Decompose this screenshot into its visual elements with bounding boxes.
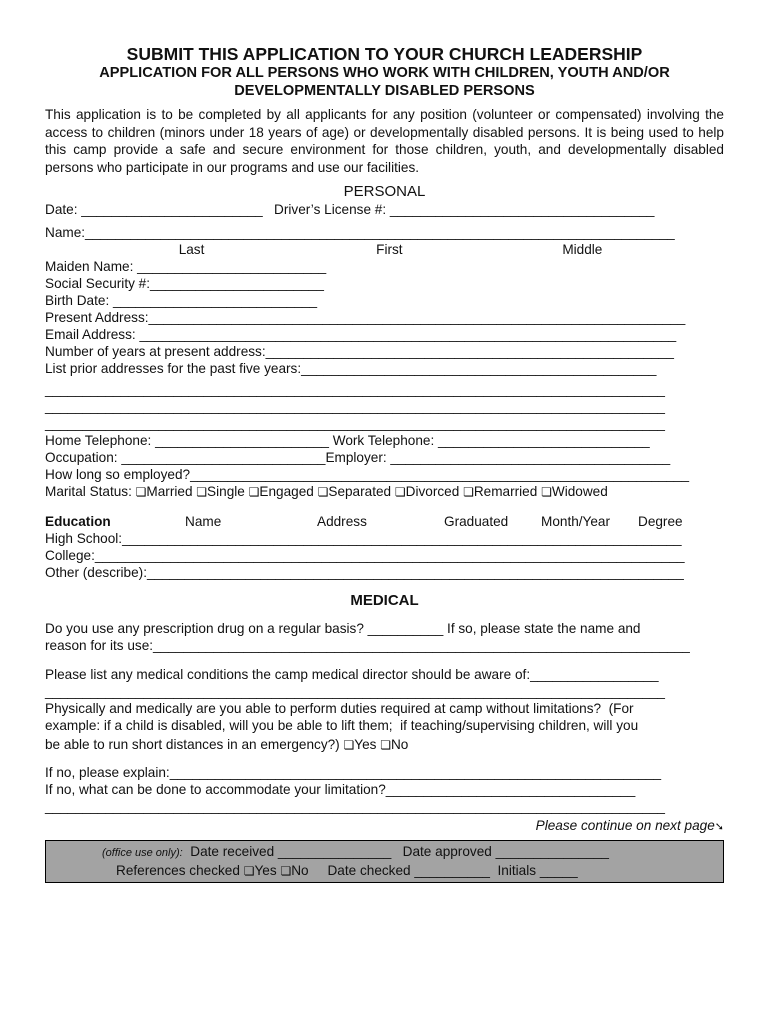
checkbox-engaged-icon[interactable]: ❏ (248, 485, 260, 499)
form-title: SUBMIT THIS APPLICATION TO YOUR CHURCH LEADERSHIP (126, 44, 643, 64)
marital-status-row (45, 483, 724, 501)
medical-conditions-line[interactable]: Please list any medical conditions the camp medical director should be aware of:_________________ (45, 667, 659, 682)
other-education-line[interactable]: Other (describe):_______________________________________________________________________ (45, 565, 684, 580)
checkbox-married-icon[interactable]: ❏ (135, 485, 147, 499)
separated-label: Separated (328, 484, 392, 499)
edu-col-address: Address (317, 514, 367, 529)
checkbox-references-yes-icon[interactable]: ❏ (243, 864, 255, 878)
checkbox-widowed-icon[interactable]: ❏ (541, 485, 552, 499)
continue-note: Please continue on next page➘ (535, 818, 724, 833)
office-use-box (45, 840, 724, 883)
checkbox-physical-no-icon[interactable]: ❏ (380, 738, 391, 752)
office-use-label: (office use only): (102, 847, 183, 859)
checkbox-physical-yes-icon[interactable]: ❏ (343, 738, 355, 752)
edu-col-degree: Degree (638, 514, 683, 529)
physical-ability-line-1: Physically and medically are you able to perform duties required at camp without limitations? (For (45, 701, 634, 716)
prior-addresses-blank-2[interactable]: __________________________________________________________________________________ (45, 399, 665, 414)
prescription-line-2[interactable]: reason for its use:_______________________________________________________________________ (45, 638, 690, 653)
office-row-2 (46, 862, 723, 880)
arrow-down-right-icon: ➘ (714, 821, 724, 833)
date-license-line[interactable]: Date: ________________________ Driver’s License #: ___________________________________ (45, 202, 655, 217)
name-first-label: First (376, 242, 403, 257)
present-address-line[interactable]: Present Address:_______________________________________________________________________ (45, 310, 686, 325)
office-row-1 (46, 843, 723, 862)
education-heading: Education (45, 514, 111, 529)
date-checked-initials-text: Date checked __________ Initials _____ (308, 863, 578, 878)
telephone-line[interactable]: Home Telephone: _______________________ Work Telephone: ____________________________ (45, 433, 650, 448)
edu-col-month-year: Month/Year (541, 514, 611, 529)
email-address-line[interactable]: Email Address: _______________________________________________________________________ (45, 327, 677, 342)
college-line[interactable]: College:______________________________________________________________________________ (45, 548, 685, 563)
explain-line[interactable]: If no, please explain:_________________________________________________________________ (45, 765, 662, 780)
references-checked-label: References checked (116, 863, 244, 878)
office-dates-text: Date received _______________ Date approved _______________ (182, 844, 609, 859)
physical-ability-line-2: example: if a child is disabled, will you be able to lift them; if teaching/supervising children, will you (45, 718, 639, 733)
personal-heading: PERSONAL (343, 183, 426, 200)
name-middle-label: Middle (562, 242, 603, 257)
prior-addresses-line[interactable]: List prior addresses for the past five years:_______________________________________________ (45, 361, 657, 376)
name-parts-row (45, 241, 724, 258)
checkbox-remarried-icon[interactable]: ❏ (463, 485, 474, 499)
high-school-line[interactable]: High School:__________________________________________________________________________ (45, 531, 682, 546)
divorced-label: Divorced (405, 484, 460, 499)
name-line[interactable]: Name:______________________________________________________________________________ (45, 225, 675, 240)
checkbox-references-no-icon[interactable]: ❏ (280, 864, 292, 878)
how-long-employed-line[interactable]: How long so employed?__________________________________________________________________ (45, 467, 690, 482)
intro-paragraph: This application is to be completed by all applicants for any position (volunteer or compensated) involving the access to children (minors under 18 years of age) or developmentally disabled persons. It is being used to help this camp provide a safe and secure environment for those children, youth, and developmentally disabled persons who participate in our programs and use our facilities. (45, 107, 724, 175)
checkbox-divorced-icon[interactable]: ❏ (394, 485, 406, 499)
single-label: Single (207, 484, 245, 499)
maiden-name-line[interactable]: Maiden Name: _________________________ (45, 259, 327, 274)
edu-col-name: Name (185, 514, 222, 529)
medical-heading: MEDICAL (350, 592, 419, 609)
widowed-label: Widowed (551, 484, 608, 499)
checkbox-single-icon[interactable]: ❏ (196, 485, 208, 499)
form-subtitle-line-1: APPLICATION FOR ALL PERSONS WHO WORK WITH CHILDREN, YOUTH AND/OR (99, 65, 670, 81)
physical-no-label: No (390, 737, 409, 752)
accommodate-blank[interactable]: __________________________________________________________________________________ (45, 799, 665, 814)
medical-conditions-blank[interactable]: __________________________________________________________________________________ (45, 684, 665, 699)
years-at-address-line[interactable]: Number of years at present address:______________________________________________________ (45, 344, 674, 359)
occupation-employer-line[interactable]: Occupation: ___________________________Employer: _____________________________________ (45, 450, 671, 465)
physical-ability-line-3: be able to run short distances in an emergency?) ❏Yes ❏No (45, 737, 409, 752)
engaged-label: Engaged (259, 484, 314, 499)
birth-date-line[interactable]: Birth Date: ___________________________ (45, 293, 318, 308)
social-security-line[interactable]: Social Security #:_______________________ (45, 276, 324, 291)
checkbox-separated-icon[interactable]: ❏ (317, 485, 329, 499)
prior-addresses-blank-3[interactable]: __________________________________________________________________________________ (45, 416, 665, 431)
married-label: Married (146, 484, 193, 499)
edu-col-graduated: Graduated (444, 514, 509, 529)
references-yes-label: Yes (254, 863, 277, 878)
application-form (45, 44, 724, 883)
education-header-row (45, 513, 724, 530)
marital-status-label: Marital Status: (45, 484, 136, 499)
physical-yes-label: Yes (354, 737, 377, 752)
form-subtitle-line-2: DEVELOPMENTALLY DISABLED PERSONS (234, 83, 535, 99)
references-no-label: No (291, 863, 309, 878)
accommodate-line[interactable]: If no, what can be done to accommodate your limitation?_________________________________ (45, 782, 636, 797)
remarried-label: Remarried (473, 484, 538, 499)
prior-addresses-blank-1[interactable]: __________________________________________________________________________________ (45, 382, 665, 397)
name-last-label: Last (178, 242, 205, 257)
prescription-line-1[interactable]: Do you use any prescription drug on a regular basis? __________ If so, please state the name and (45, 621, 641, 636)
